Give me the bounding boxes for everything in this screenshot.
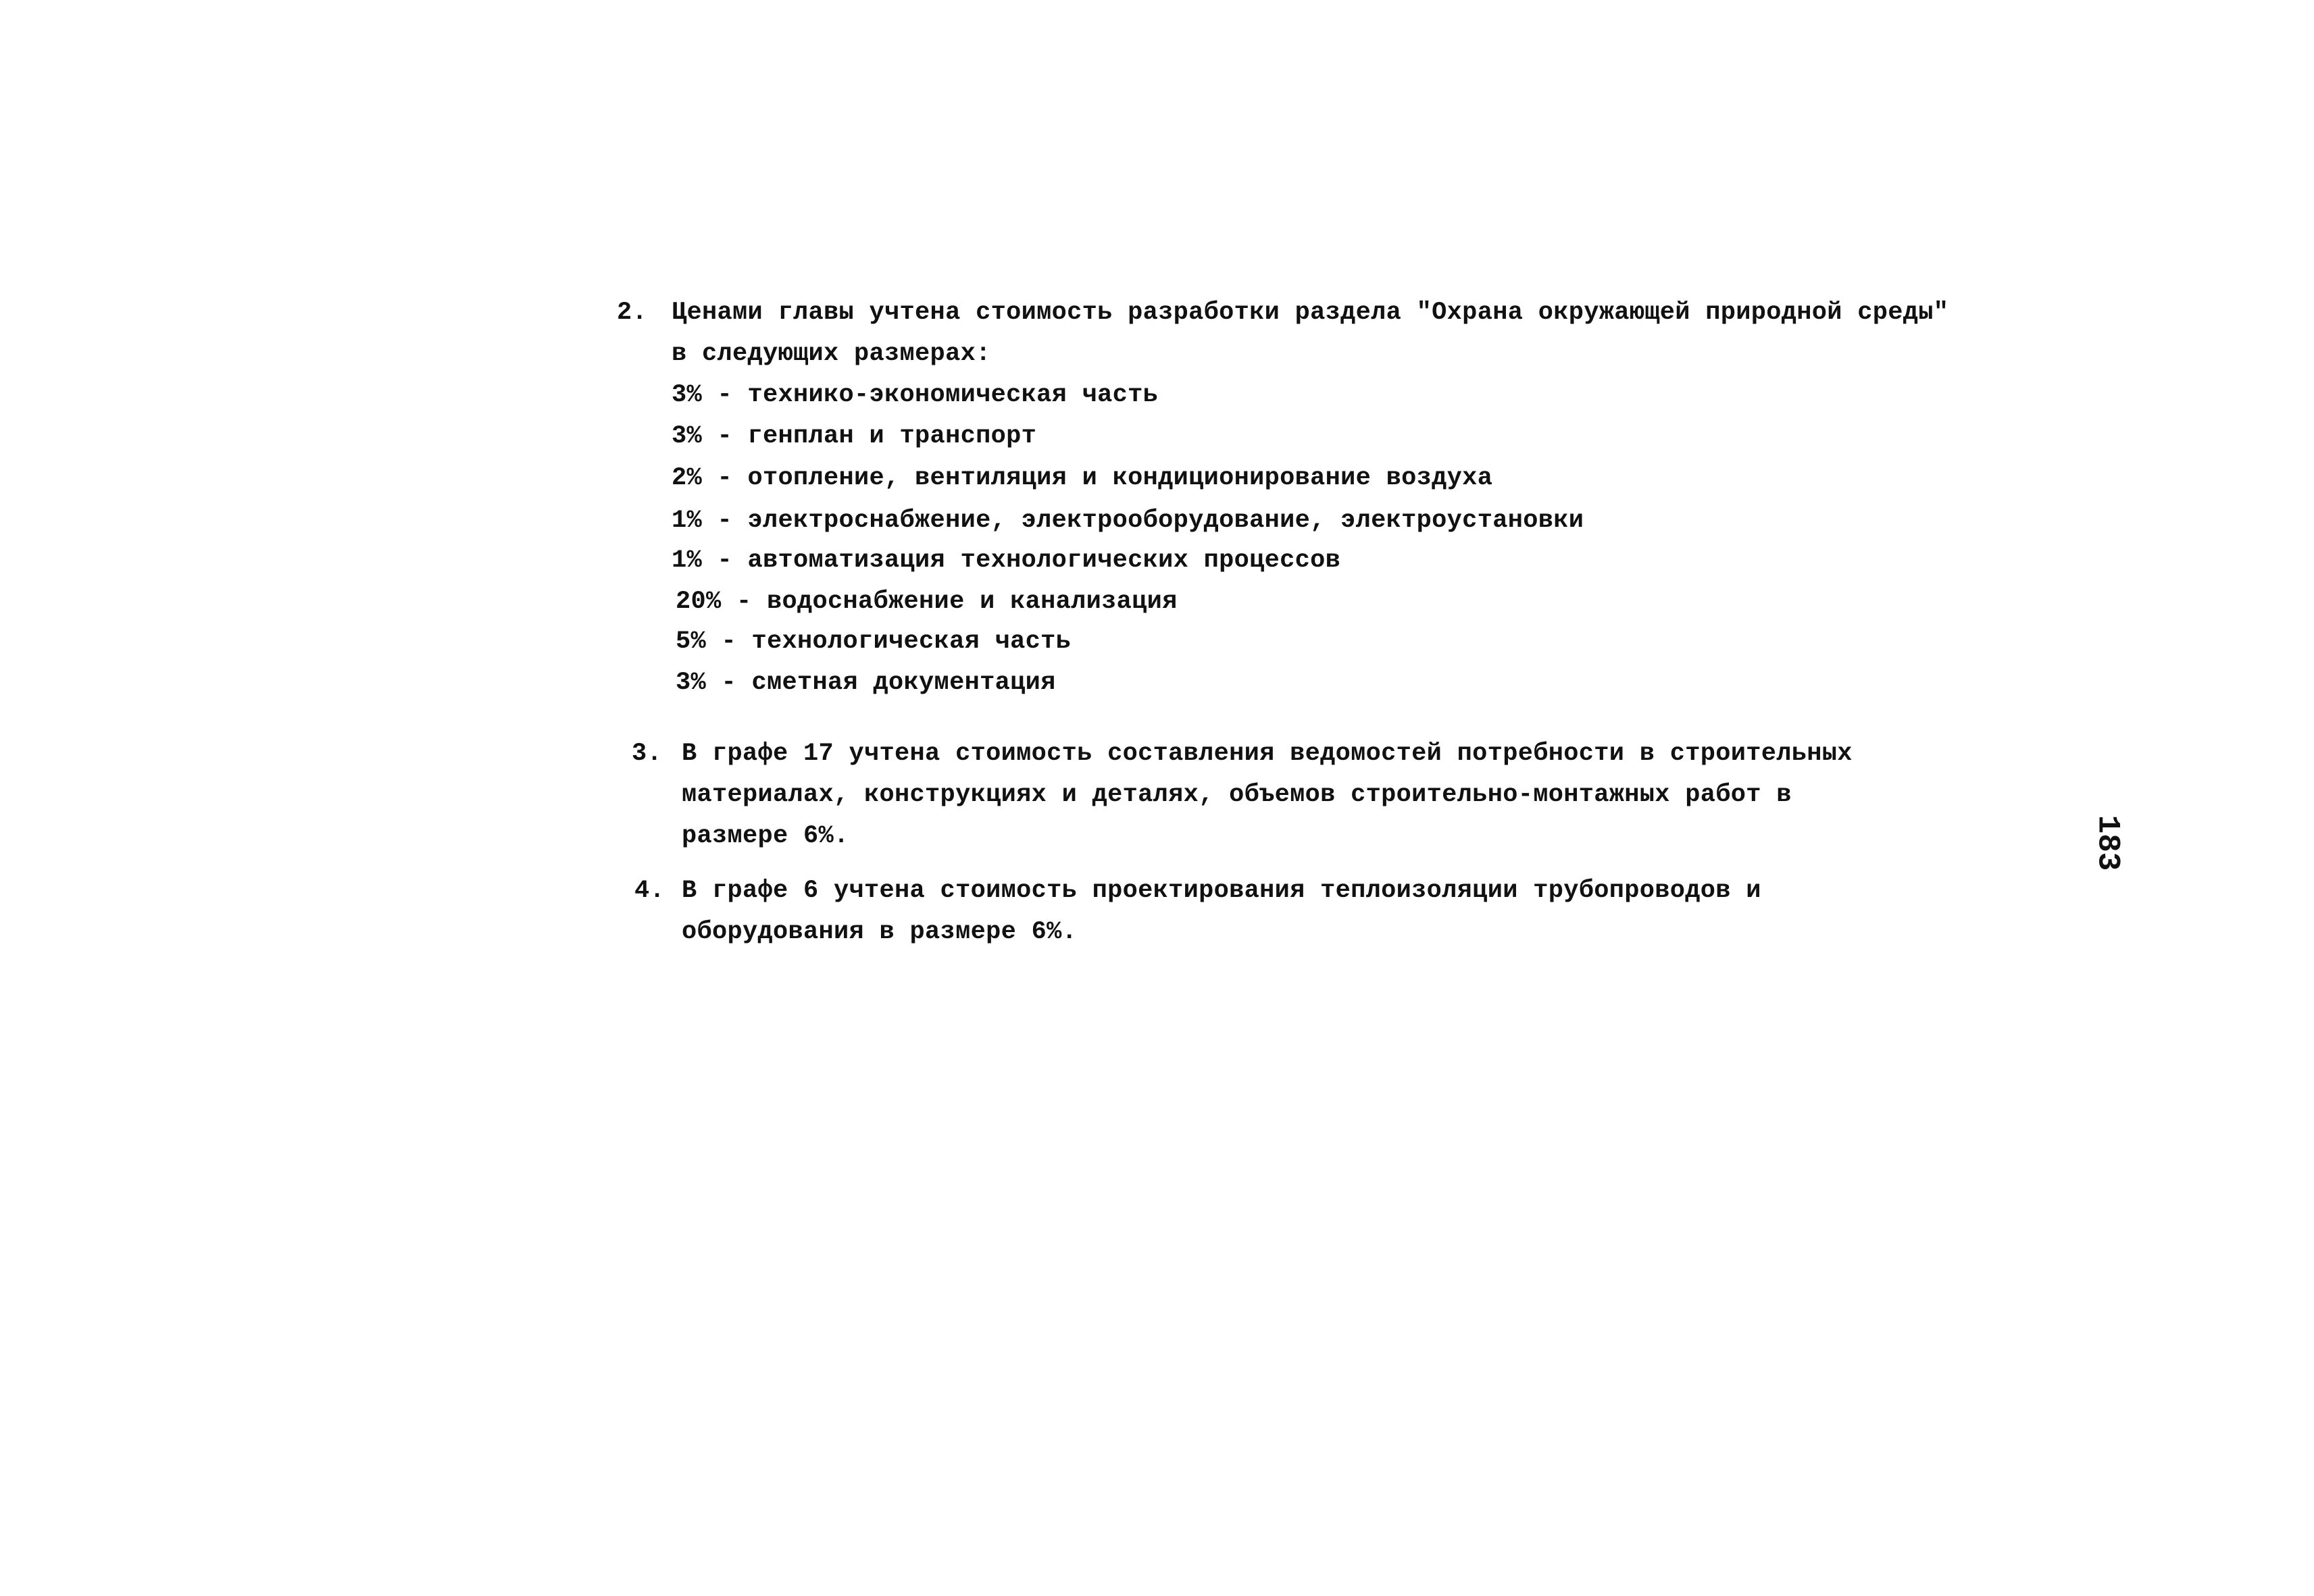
item-text-line: В графе 17 учтена стоимость составления ведомостей потребности в строительных xyxy=(682,740,1853,768)
item-text-line: Ценами главы учтена стоимость разработки раздела "Охрана окружающей природной среды" xyxy=(672,299,1949,327)
list-item: 1% - автоматизация технологических процессов xyxy=(672,546,1341,575)
list-item: 3% - генплан и транспорт xyxy=(672,422,1037,451)
list-item: 2% - отопление, вентиляция и кондиционирование воздуха xyxy=(672,464,1493,492)
page-number: 183 xyxy=(2090,815,2126,871)
list-item: 5% - технологическая часть xyxy=(676,627,1072,656)
list-item: 20% - водоснабжение и канализация xyxy=(676,588,1178,616)
item-number: 3. xyxy=(632,740,663,768)
item-text-line: материалах, конструкциях и деталях, объемов строительно-монтажных работ в xyxy=(682,781,1792,809)
item-text-line: оборудования в размере 6%. xyxy=(682,918,1078,946)
list-item: 3% - сметная документация xyxy=(676,669,1056,697)
item-text-line: в следующих размерах: xyxy=(672,340,991,368)
item-text-line: В графе 6 учтена стоимость проектирования теплоизоляции трубопроводов и xyxy=(682,877,1761,905)
list-item: 1% - электроснабжение, электрооборудование, электроустановки xyxy=(672,507,1584,535)
list-item: 3% - технико-экономическая часть xyxy=(672,381,1159,409)
item-text-line: размере 6%. xyxy=(682,822,849,850)
item-number: 4. xyxy=(634,877,665,905)
item-number: 2. xyxy=(617,299,648,327)
